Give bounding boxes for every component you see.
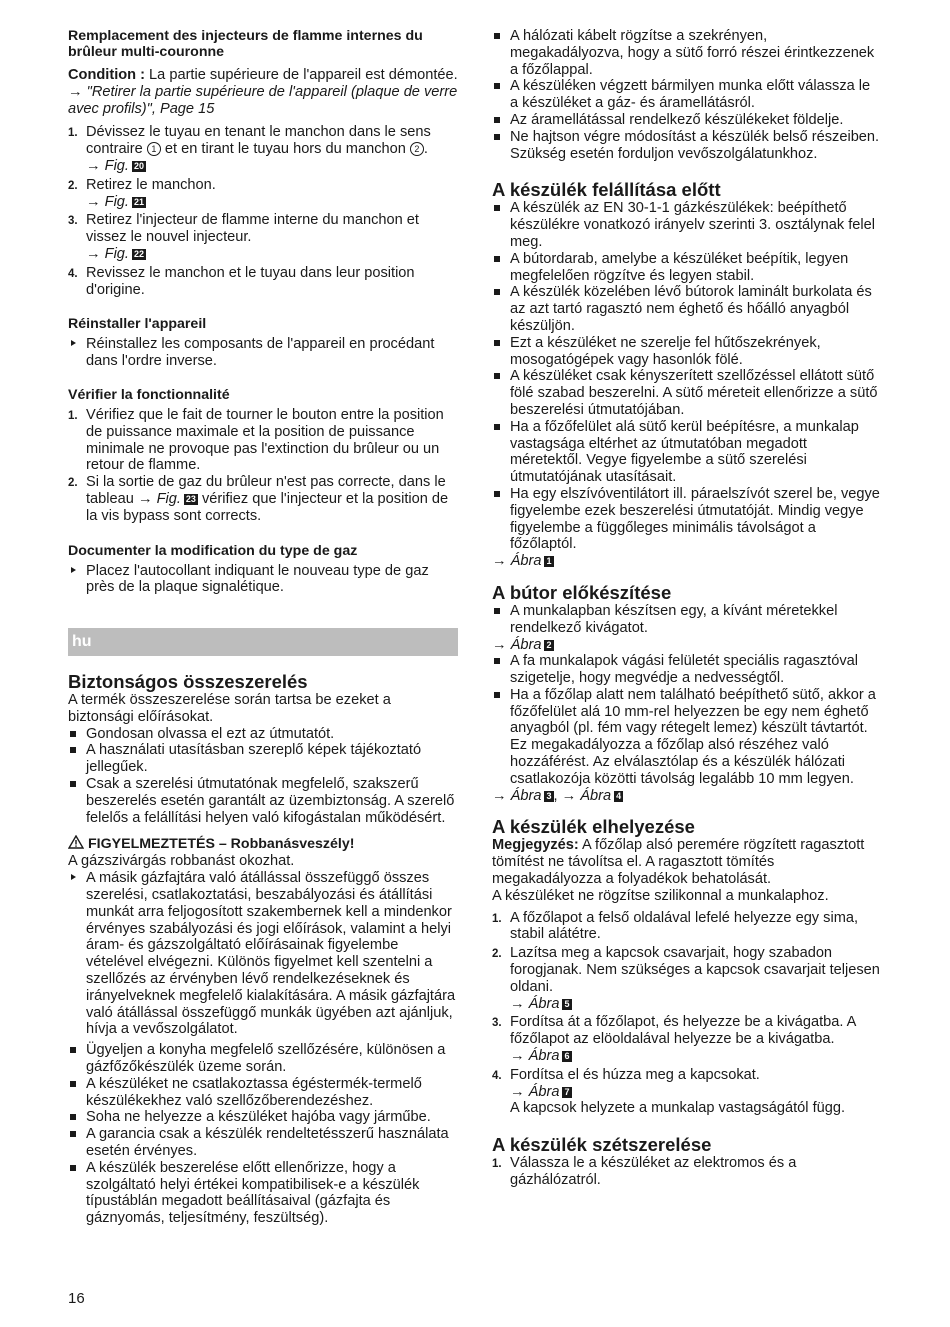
list-item: A hálózati kábelt rögzítse a szekrényen, megakadályozva, hogy a sütő forró részei érintkezzenek a főzőlappal. — [492, 28, 882, 78]
figure-ref[interactable]: → Fig. 23 — [137, 490, 196, 507]
figure-number-badge: 5 — [564, 998, 570, 1009]
condition-link[interactable]: → "Retirer la partie supérieure de l'appareil (plaque de verre avec profils)", Page 15 — [68, 83, 458, 117]
warning-title: FIGYELMEZTETÉS – Robbanásveszély! — [88, 836, 355, 853]
list-item: Az áramellátással rendelkező készülékeket földelje. — [492, 112, 882, 129]
section-title-safe-install: Biztonságos összeszerelés — [68, 671, 308, 692]
figure-ref[interactable]: → Ábra 6 — [510, 1048, 570, 1065]
figure-number-badge: 23 — [185, 493, 196, 504]
list-item: Ha a főzőlap alatt nem található beépíthető sütő, akkor a főzőfelület alá 10 mm-rel helyezzen be egy nem éghető anyagból (pl. fém vagy rétegelt lemez) készült távtartót. Ez megakadályozza a főzőlap alsó részéhez való hozzáférést. Az elválasztólap és a készülék hálózati csatlakozója közötti távolság legalább 10 mm legyen. — [492, 687, 882, 788]
warning-heading — [68, 835, 458, 853]
section-title-disassembly: A készülék szétszerelése — [492, 1134, 712, 1156]
warning-text: A gázszivárgás robbanást okozhat. — [68, 853, 295, 870]
figure-ref[interactable]: → Ábra 5 — [510, 995, 570, 1012]
list-item: A bútordarab, amelybe a készüléket beépítik, legyen megfelelően rögzítve és legyen stabil. — [492, 251, 882, 285]
condition-paragraph — [68, 67, 458, 117]
safety-list — [68, 726, 458, 827]
list-item: Ügyeljen a konyha megfelelő szellőzésére, különösen a gázfőzőkészülék üzeme során. — [68, 1042, 458, 1076]
list-item: Soha ne helyezze a készüléket hajóba vagy járműbe. — [68, 1109, 458, 1126]
page-number: 16 — [68, 1290, 85, 1307]
setup-list — [492, 200, 882, 553]
replace-steps — [68, 124, 458, 298]
list-item: A fa munkalapok vágási felületét speciális ragasztóval szigetelje, hogy megvédje a nedvességtől. — [492, 653, 882, 687]
figure-number-badge: 6 — [564, 1051, 570, 1062]
warning-triangle-icon — [68, 835, 84, 849]
condition-text: La partie supérieure de l'appareil est démontée. — [145, 67, 458, 83]
safety-list-continued — [492, 28, 882, 162]
list-item: A készüléken végzett bármilyen munka előtt válassza le a készüléket a gáz- és áramellátásról. — [492, 78, 882, 112]
list-item: 1. Dévissez le tuyau en tenant le manchon dans le sens contraire 1 et en tirant le tuyau hors du manchon 2 . → Fig. 20 — [68, 124, 458, 174]
place-text: A készüléket ne rögzítse szilikonnal a munkalaphoz. — [492, 887, 829, 904]
figure-number-badge: 4 — [616, 790, 622, 801]
figure-number-badge: 21 — [133, 196, 144, 207]
list-item: Placez l'autocollant indiquant le nouveau type de gaz près de la plaque signalétique. — [68, 563, 458, 597]
list-item: 4. Fordítsa el és húzza meg a kapcsokat. → Ábra 7 A kapcsok helyzete a munkalap vastagságától függ. — [492, 1067, 882, 1117]
figure-number-badge: 20 — [133, 160, 144, 171]
section-title-document: Documenter la modification du type de gaz — [68, 542, 358, 559]
safety-list-2 — [68, 1042, 458, 1227]
list-item: A készüléket ne csatlakoztassa égéstermék-termelő készülékekhez való szellőzőberendezéshez. — [68, 1076, 458, 1110]
list-item: Ha egy elszívóventilátort ill. páraelszívót szerel be, vegye figyelembe ezek beszerelési útmutatóját. Mindig vegye figyelembe a függőleges minimális távolságot a főzőlaptól. — [492, 486, 882, 553]
section-title-verify: Vérifier la fonctionnalité — [68, 386, 230, 403]
section-title-prepare-furniture: A bútor előkészítése — [492, 581, 672, 603]
list-item: A készülék az EN 30-1-1 gázkészülékek: beépíthető készülékre vonatkozó irányelv szerinti 3. osztálynak felel meg. — [492, 200, 882, 250]
verify-steps — [68, 407, 458, 525]
note-label: Megjegyzés: — [492, 837, 579, 854]
section-title-placement: A készülék elhelyezése — [492, 816, 695, 838]
section-title-replace-injectors: Remplacement des injecteurs de flamme internes du brûleur multi-couronne — [68, 28, 423, 60]
furniture-list — [492, 653, 882, 787]
list-item: 1. Válassza le a készüléket az elektromos és a gázhálózatról. — [492, 1155, 797, 1189]
section-title-reinstall: Réinstaller l'appareil — [68, 316, 207, 333]
list-item: 2. Retirez le manchon. → Fig. 21 — [68, 177, 458, 211]
circled-number-icon: 1 — [147, 142, 161, 156]
list-item: Ezt a készüléket ne szerelje fel hűtőszekrények, mosogatógépek vagy hasonlók fölé. — [492, 335, 882, 369]
list-item: 1. A főzőlapot a felső oldalával lefelé helyezze egy sima, stabil alátétre. — [492, 909, 859, 943]
figure-ref[interactable]: → Fig. 21 — [86, 193, 144, 210]
list-item: Gondosan olvassa el ezt az útmutatót. — [68, 726, 458, 743]
language-code: hu — [72, 633, 92, 650]
list-item: A készülék közelében lévő bútorok laminált burkolata és az azt tartó ragasztó nem éghető és hőálló anyagból készüljön. — [492, 284, 882, 334]
list-item: Réinstallez les composants de l'appareil en procédant dans l'ordre inverse. — [68, 336, 458, 370]
list-item: A készüléket csak kényszerített szellőzéssel ellátott sütő fölé szabad beszerelni. A sütő méreteit ellenőrizze a sütő beszerelési útmutatójában. — [492, 368, 882, 418]
list-item: A munkalapban készítsen egy, a kívánt méretekkel rendelkező kivágatot. — [492, 603, 882, 637]
condition-label: Condition : — [68, 67, 145, 83]
figure-number-badge: 2 — [546, 639, 552, 650]
figure-number-badge: 22 — [133, 248, 144, 259]
placement-steps — [492, 910, 882, 1118]
figure-ref[interactable]: → Fig. 22 — [86, 245, 144, 262]
list-item: A készülék beszerelése előtt ellenőrizze, hogy a szolgáltató helyi értékei kompatibilisek-e a készülék típustáblán megadott beállításaival (gázfajta és gáznyomás, teljesítmény, feszültség). — [68, 1160, 458, 1227]
figure-ref[interactable]: → Ábra 1 — [492, 553, 552, 570]
figure-number-badge: 7 — [564, 1086, 570, 1097]
list-item: Ne hajtson végre módosítást a készülék belső részeiben. Szükség esetén forduljon vevőszolgálatunkhoz. — [492, 129, 882, 163]
figure-ref[interactable]: → Ábra 3 , → Ábra 4 — [492, 787, 622, 804]
list-item: A használati utasításban szereplő képek tájékoztató jellegűek. — [68, 742, 458, 776]
circled-number-icon: 2 — [410, 142, 424, 156]
list-item: 1. Vérifiez que le fait de tourner le bouton entre la position de puissance maximale et la position de puissance minimale ne provoque pas l'extinction du brûleur ou un retour de flamme. — [68, 406, 444, 474]
intro-text: A termék összeszerelése során tartsa be ezeket a biztonsági előírásokat. — [68, 692, 391, 725]
left-column-hu — [68, 671, 458, 1227]
list-item: Ha a főzőfelület alá sütő kerül beépítésre, a munkalap vastagsága eltérhet az útmutatóban megadott méretektől. Vegye figyelembe a sütő szerelési útmutatójának utasításait. — [492, 419, 882, 486]
list-item: 3. Retirez l'injecteur de flamme interne du manchon et vissez le nouvel injecteur. → Fig. 22 — [68, 212, 458, 262]
list-item: 3. Fordítsa át a főzőlapot, és helyezze be a kivágatba. A főzőlapot az elöoldalával helyezze be a kivágatba. → Ábra 6 — [492, 1014, 882, 1064]
list-item: Csak a szerelési útmutatónak megfelelő, szakszerű beszerelés esetén garantált az üzembiztonság. A szerelő felelős a felállítási helyen való kifogástalan működésért. — [68, 776, 458, 826]
left-column — [68, 28, 458, 596]
disassembly-steps — [492, 1155, 882, 1189]
figure-number-badge: 1 — [546, 556, 552, 567]
list-item: 2. Si la sortie de gaz du brûleur n'est pas correcte, dans le tableau → Fig. 23 vérifiez que l'injecteur et la position de la vis bypass sont corrects. — [68, 474, 449, 524]
list-item: A másik gázfajtára való átállással összefüggő összes szerelési, csatlakoztatási, beszabályozási és átállítási munkát arra feljogosított szakembernek kell a mindenkor érvényes szabályozási és jogi előírások, valamint a helyi áram- és gázszolgáltató előírásainak figyelembe vételével elvégezni. Különös figyelmet kell szentelni a szellőzés az érvényben lévő rendelkezéseknek és irányelveknek megfelelő kialakítására. A másik gázfajtára való átállással összefüggő munkák ügyében azt ajánljuk, hívja a vevőszolgálatot. — [68, 870, 458, 1038]
figure-number-badge: 3 — [546, 790, 552, 801]
right-column — [492, 28, 882, 1189]
figure-ref[interactable]: → Ábra 2 — [492, 636, 552, 653]
list-item: 2. Lazítsa meg a kapcsok csavarjait, hogy szabadon forogjanak. Nem szükséges a kapcsok csavarjait teljesen oldani. → Ábra 5 — [492, 945, 882, 1012]
figure-ref[interactable]: → Fig. 20 — [86, 157, 144, 174]
figure-ref[interactable]: → Ábra 7 — [510, 1083, 570, 1100]
list-item: A garancia csak a készülék rendeltetésszerű használata esetén érvényes. — [68, 1126, 458, 1160]
section-title-before-setup: A készülék felállítása előtt — [492, 179, 721, 201]
note-paragraph: Megjegyzés: A főzőlap alsó peremére rögzített ragasztott tömítést ne távolítsa el. A ragasztott tömítés megakadályozza a folyadékok behatolását. — [492, 837, 865, 888]
language-bar — [68, 628, 458, 656]
list-item: 4. Revissez le manchon et le tuyau dans leur position d'origine. — [68, 264, 415, 298]
